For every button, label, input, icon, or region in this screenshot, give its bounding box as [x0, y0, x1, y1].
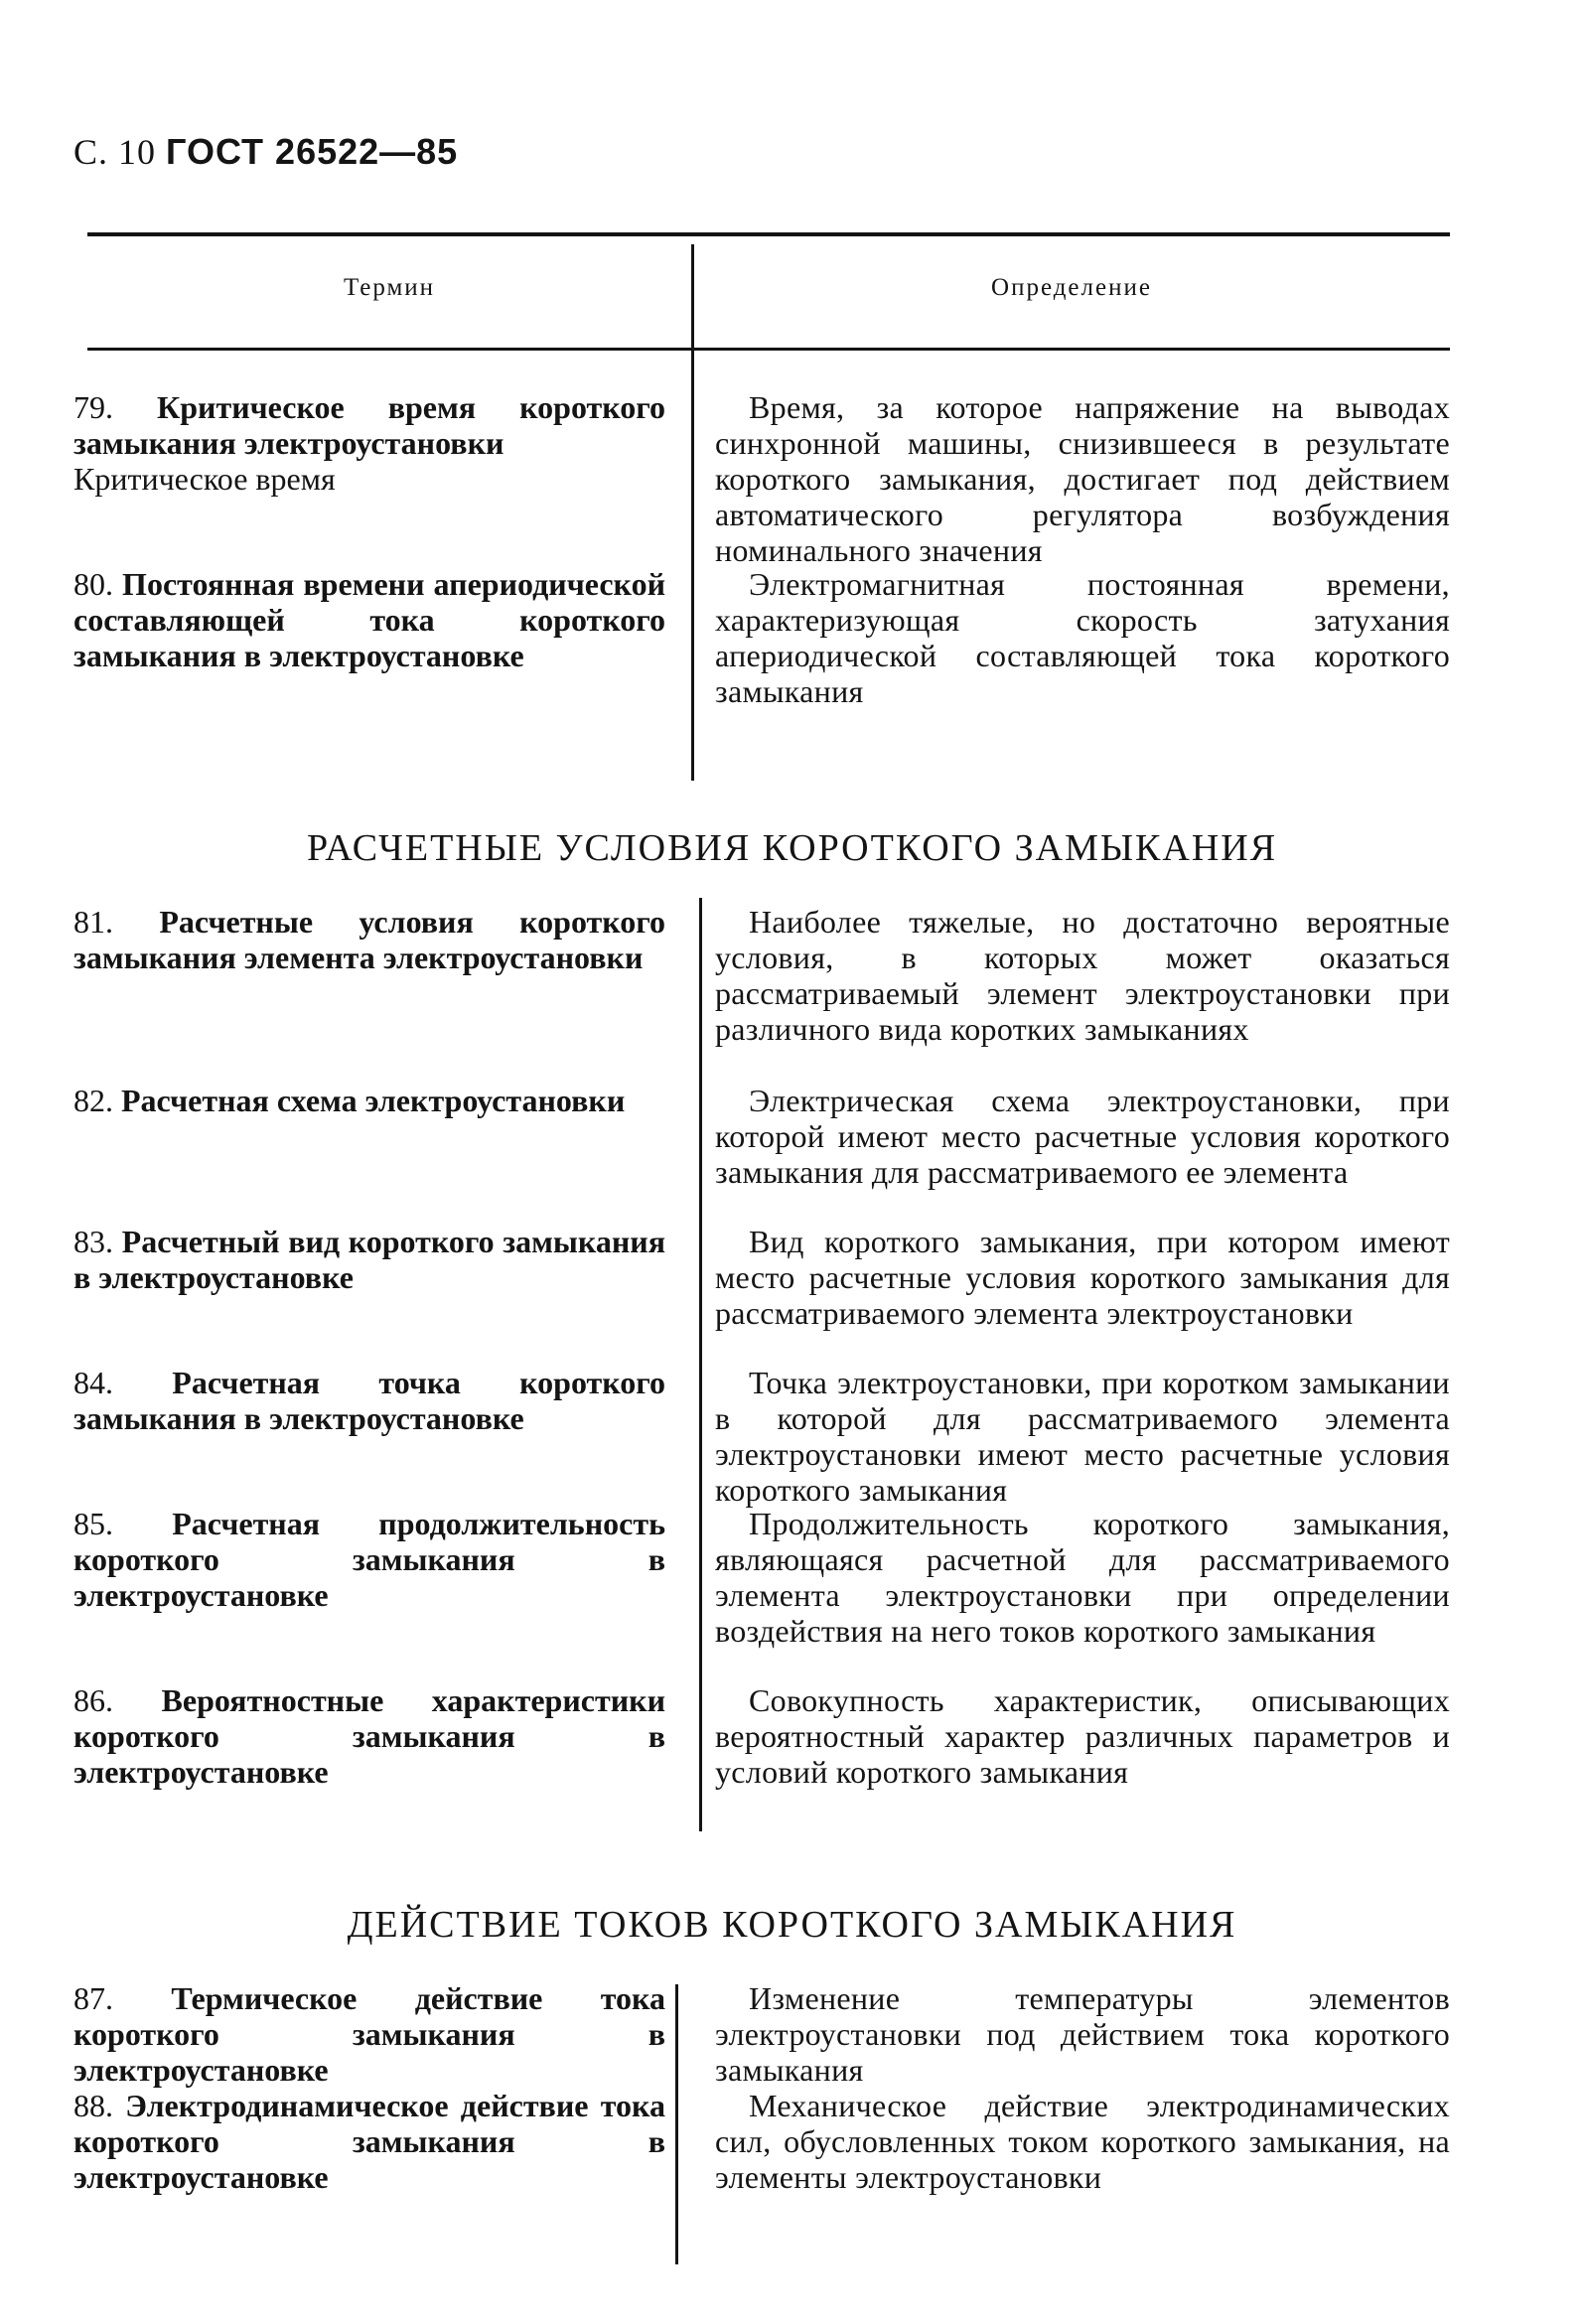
page-number: С. 10 — [73, 132, 157, 172]
term-86: 86. Вероятностные характеристики короткого замыкания в электроустановке — [73, 1682, 666, 1790]
term-83: 83. Расчетный вид короткого замыкания в электроустановке — [73, 1224, 666, 1295]
page-header — [73, 131, 458, 173]
term-88: 88. Электродинамическое действие тока короткого замыкания в электроустановке — [73, 2088, 666, 2195]
definition-83: Вид короткого замыкания, при котором имеют место расчетные условия короткого замыкания для рассматриваемого элемента электроустановки — [715, 1224, 1450, 1331]
section-title: ДЕЙСТВИЕ ТОКОВ КОРОТКОГО ЗАМЫКАНИЯ — [347, 1904, 1237, 1946]
column-divider — [675, 1984, 678, 2264]
column-divider — [691, 244, 694, 781]
definition-85: Продолжительность короткого замыкания, являющаяся расчетной для рассматриваемого элемента электроустановки при определении воздействия на него токов короткого замыкания — [715, 1506, 1450, 1649]
section-title: РАСЧЕТНЫЕ УСЛОВИЯ КОРОТКОГО ЗАМЫКАНИЯ — [306, 827, 1278, 869]
column-divider — [699, 898, 702, 1831]
term-85: 85. Расчетная продолжительность короткого замыкания в электроустановке — [73, 1506, 666, 1613]
table-header-rule — [87, 348, 1450, 351]
column-header-term: Термин — [343, 274, 436, 301]
term-84: 84. Расчетная точка короткого замыкания в электроустановке — [73, 1365, 665, 1436]
definition-87: Изменение температуры элементов электроустановки под действием тока короткого замыкания — [715, 1980, 1450, 2088]
definition-82: Электрическая схема электроустановки, при которой имеют место расчетные условия короткого замыкания для рассматриваемого ее элемента — [715, 1083, 1450, 1190]
standard-number: ГОСТ 26522—85 — [166, 131, 459, 172]
definition-88: Механическое действие электродинамических сил, обусловленных током короткого замыкания, на элементы электроустановки — [715, 2088, 1450, 2195]
term-79: 79. Критическое время короткого замыкания электроустановки Критическое время — [73, 389, 665, 497]
column-header-definition: Определение — [991, 274, 1152, 301]
term-87: 87. Термическое действие тока короткого замыкания в электроустановке — [73, 1980, 666, 2088]
definition-84: Точка электроустановки, при коротком замыкании в которой для рассматриваемого элемента электроустановки имеют место расчетные условия короткого замыкания — [715, 1365, 1450, 1508]
table-top-rule — [87, 232, 1450, 236]
definition-86: Совокупность характеристик, описывающих вероятностный характер различных параметров и условий короткого замыкания — [715, 1682, 1450, 1790]
term-81: 81. Расчетные условия короткого замыкания элемента электроустановки — [73, 904, 665, 975]
term-80: 80. Постоянная времени апериодической составляющей тока короткого замыкания в электроустановке — [73, 566, 666, 673]
term-82: 82. Расчетная схема электроустановки — [73, 1083, 626, 1118]
definition-80: Электромагнитная постоянная времени, характеризующая скорость затухания апериодической составляющей тока короткого замыкания — [715, 566, 1450, 709]
definition-79: Время, за которое напряжение на выводах синхронной машины, снизившееся в результате короткого замыкания, достигает под действием автоматического регулятора возбуждения номинального значения — [715, 389, 1450, 568]
definition-81: Наиболее тяжелые, но достаточно вероятные условия, в которых может оказаться рассматриваемый элемент электроустановки при различного вида коротких замыканиях — [715, 904, 1450, 1047]
